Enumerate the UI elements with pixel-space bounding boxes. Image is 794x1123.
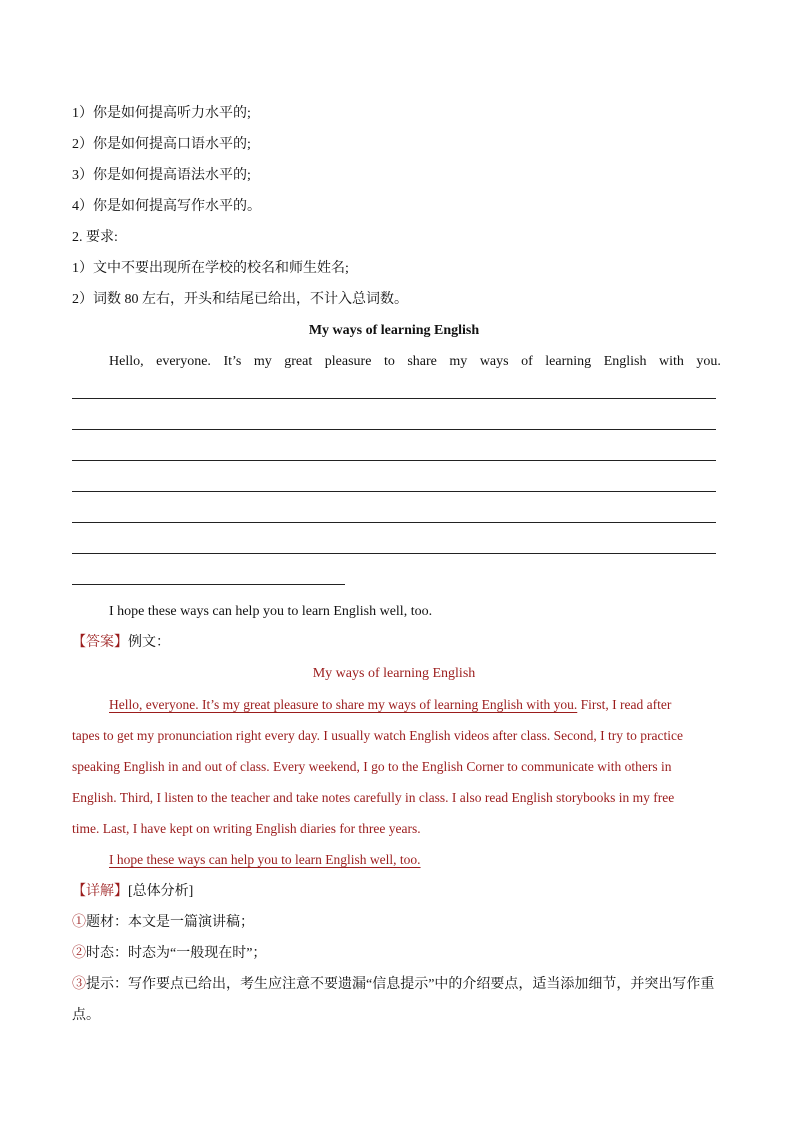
analysis-text: 题材：本文是一篇演讲稿； bbox=[86, 915, 254, 930]
writing-line bbox=[72, 460, 716, 461]
answer-label: 【答案】 bbox=[72, 635, 128, 650]
answer-label-suffix: 例文： bbox=[128, 635, 170, 650]
requirement-item: 4）你是如何提高写作水平的。 bbox=[72, 199, 261, 214]
opening-word: to bbox=[383, 354, 395, 369]
essay-closing: I hope these ways can help you to learn English well, too. bbox=[109, 604, 433, 619]
answer-line: speaking English in and out of class. Every weekend, I go to the English Corner to communicate with others in bbox=[72, 759, 672, 774]
opening-word: English bbox=[603, 354, 647, 369]
analysis-mark: ① bbox=[72, 915, 86, 930]
analysis-label: 【详解】 bbox=[72, 884, 128, 899]
analysis-item bbox=[72, 944, 266, 964]
analysis-item bbox=[72, 913, 254, 933]
requirement-item: 1）你是如何提高听力水平的; bbox=[72, 106, 251, 121]
writing-line bbox=[72, 553, 716, 554]
opening-word: It’s bbox=[223, 354, 242, 369]
essay-opening bbox=[109, 352, 721, 372]
answer-line bbox=[72, 844, 712, 875]
writing-line bbox=[72, 491, 716, 492]
analysis-mark: ③ bbox=[72, 977, 86, 992]
answer-closing: I hope these ways can help you to learn English well, too. bbox=[109, 852, 421, 867]
opening-word: with bbox=[658, 354, 684, 369]
analysis-label-suffix: [总体分析] bbox=[128, 884, 194, 899]
answer-heading bbox=[72, 633, 170, 653]
writing-line bbox=[72, 429, 716, 430]
opening-word: everyone. bbox=[156, 354, 211, 369]
analysis-text: 时态：时态为“一般现在时”； bbox=[86, 946, 267, 961]
answer-line: time. Last, I have kept on writing English diaries for three years. bbox=[72, 821, 421, 836]
opening-word: you. bbox=[696, 354, 721, 369]
analysis-item bbox=[72, 975, 714, 995]
answer-line bbox=[72, 689, 712, 720]
analysis-continuation: 点。 bbox=[72, 1008, 100, 1023]
answer-line: tapes to get my pronunciation right every day. I usually watch English videos after class. Second, I try to practice bbox=[72, 728, 683, 743]
opening-word: learning bbox=[545, 354, 592, 369]
writing-line bbox=[72, 522, 716, 523]
analysis-mark: ② bbox=[72, 946, 86, 961]
answer-opening: Hello, everyone. It’s my great pleasure to share my ways of learning English with you. bbox=[109, 697, 578, 712]
writing-line bbox=[72, 584, 345, 585]
answer-title: My ways of learning English bbox=[312, 666, 476, 681]
opening-word: my bbox=[449, 354, 468, 369]
opening-word: ways bbox=[479, 354, 509, 369]
opening-word: pleasure bbox=[324, 354, 372, 369]
analysis-text: 提示：写作要点已给出，考生应注意不要遗漏“信息提示”中的介绍要点，适当添加细节，并突出写作重 bbox=[86, 977, 715, 992]
opening-word: my bbox=[253, 354, 272, 369]
requirement-rule: 2）词数 80 左右，开头和结尾已给出，不计入总词数。 bbox=[72, 292, 408, 307]
opening-word: Hello, bbox=[109, 354, 144, 369]
opening-word: share bbox=[407, 354, 437, 369]
requirement-item: 3）你是如何提高语法水平的; bbox=[72, 168, 251, 183]
requirement-item: 2）你是如何提高口语水平的; bbox=[72, 137, 251, 152]
opening-word: great bbox=[284, 354, 313, 369]
opening-word: of bbox=[521, 354, 533, 369]
answer-body-first: First, I read after bbox=[577, 697, 672, 712]
answer-essay bbox=[72, 689, 712, 875]
analysis-heading bbox=[72, 882, 193, 902]
writing-line bbox=[72, 398, 716, 399]
answer-line: English. Third, I listen to the teacher and take notes carefully in class. I also read English storybooks in my free bbox=[72, 790, 675, 805]
requirements-header: 2. 要求: bbox=[72, 230, 118, 245]
essay-title: My ways of learning English bbox=[308, 323, 480, 338]
requirement-rule: 1）文中不要出现所在学校的校名和师生姓名; bbox=[72, 261, 349, 276]
